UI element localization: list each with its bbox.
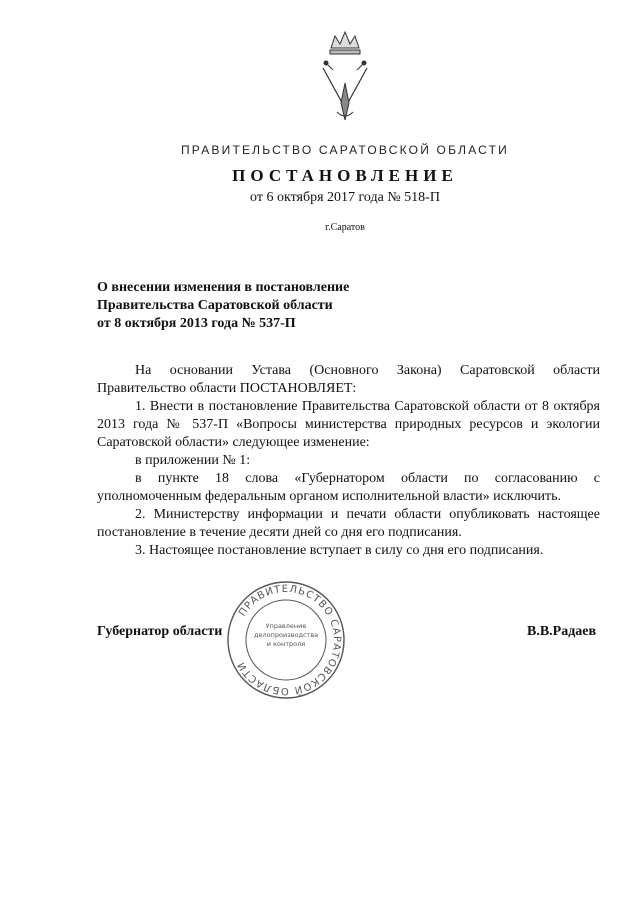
signatory-title: Губернатор области: [97, 624, 223, 639]
document-subject: [97, 279, 349, 333]
body-paragraph: в пункте 18 слова «Губернатором области по согласованию с уполномоченным федеральным органом исполнительной власти» исключить.: [97, 471, 600, 504]
official-seal-stamp: [224, 578, 348, 702]
body-paragraph: в приложении № 1:: [135, 453, 251, 468]
coat-of-arms-icon: [305, 28, 385, 128]
signatory-name: В.В.Радаев: [527, 624, 597, 639]
seal-ring-text: ПРАВИТЕЛЬСТВО САРАТОВСКОЙ ОБЛАСТИ: [235, 583, 343, 697]
government-name: ПРАВИТЕЛЬСТВО САРАТОВСКОЙ ОБЛАСТИ: [180, 143, 510, 157]
document-date-number: от 6 октября 2017 года № 518-П: [250, 190, 440, 205]
body-paragraph: 2. Министерству информации и печати области опубликовать настоящее постановление в течение десяти дней со дня его подписания.: [97, 507, 600, 540]
seal-center-text: Управление делопроизводства и контроля: [254, 622, 318, 648]
body-paragraph: 1. Внести в постановление Правительства Саратовской области от 8 октября 2013 года № 537-П «Вопросы министерства природных ресурсов и экологии Саратовской области» следующее изменение:: [97, 399, 600, 450]
body-paragraph: 3. Настоящее постановление вступает в силу со дня его подписания.: [135, 543, 544, 558]
city-name: г.Саратов: [325, 222, 365, 233]
document-body: [97, 362, 600, 560]
subject-line: О внесении изменения в постановление: [97, 280, 350, 295]
body-paragraph: На основании Устава (Основного Закона) Саратовской области Правительство области ПОСТАНОВЛЯЕТ:: [97, 363, 600, 396]
subject-line: Правительства Саратовской области: [97, 298, 333, 313]
subject-line: от 8 октября 2013 года № 537-П: [97, 316, 296, 331]
document-type-title: ПОСТАНОВЛЕНИЕ: [232, 166, 458, 185]
